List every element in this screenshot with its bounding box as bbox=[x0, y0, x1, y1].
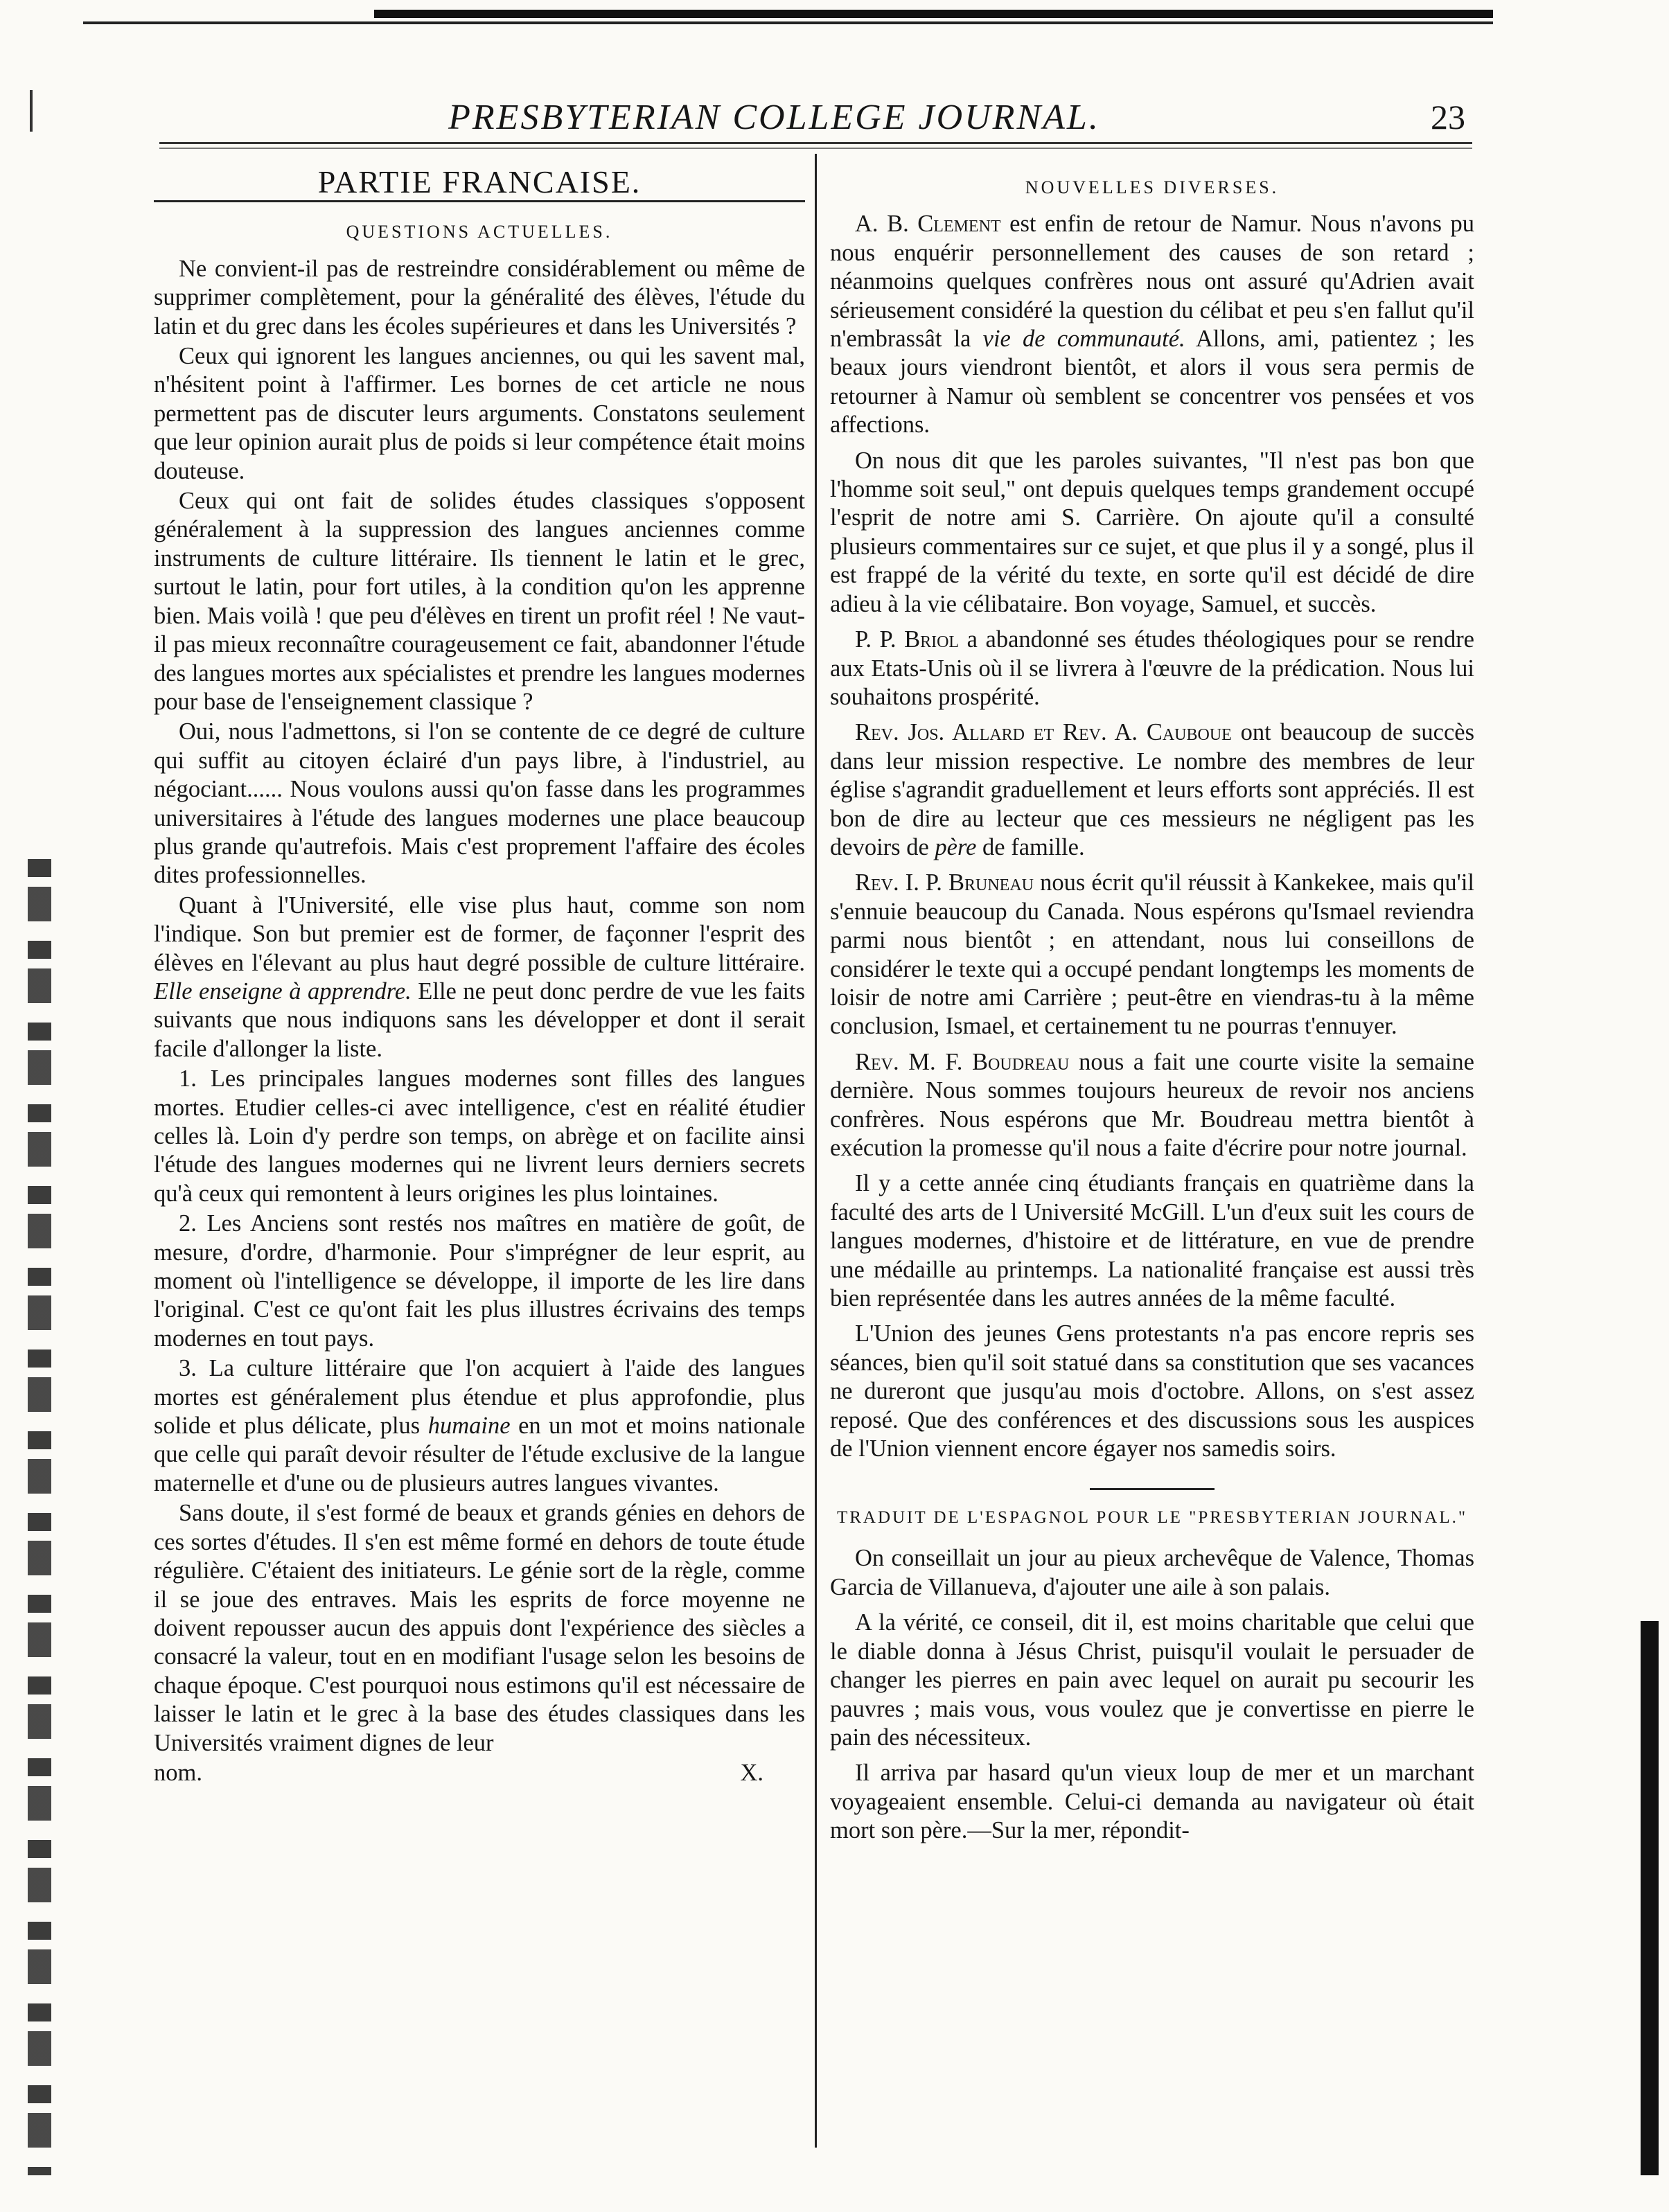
news-text: nous écrit qu'il réussit à Kankekee, mais qu'il s'ennuie beaucoup du Canada. Nous espérons qu'Ismael reviendra parmi nous bientôt ; en attendant, nous lui conseillons de considérer le texte qui a occupé pendant longtemps les moments de loisir de notre ami Carrière ; peut-être en viendras-tu à la même conclusion, Ismael, et certainement tu ne pourras t'ennuyer. bbox=[830, 869, 1475, 1040]
scan-edge-bar bbox=[1641, 1621, 1659, 2175]
page-number: 23 bbox=[1431, 98, 1465, 136]
article-subhead: QUESTIONS ACTUELLES. bbox=[346, 222, 613, 242]
article-paragraph bbox=[154, 892, 805, 1063]
person-name: P. P. Briol bbox=[855, 626, 960, 653]
header-rule-secondary bbox=[159, 148, 1472, 149]
paragraph-text: Quant à l'Université, elle vise plus haut, comme son nom l'indique. Son but premier est de former, de façonner l'esprit des élèves en l'élevant au plus haut degré possible de culture littéraire. bbox=[154, 892, 805, 976]
news-text: est enfin de retour de Namur. Nous n'avons pu nous enquérir personnellement des causes de son retard ; néanmoins quelques confrères nous ont assuré qu'Adrien avait sérieusement considéré la question du célibat et peu s'en fallut qu'il n'embrassât la bbox=[830, 211, 1475, 353]
news-item bbox=[830, 626, 1474, 711]
italic-word: humaine bbox=[427, 1413, 511, 1440]
top-heavy-rule bbox=[374, 10, 1493, 18]
top-thin-rule bbox=[83, 21, 1493, 24]
article-paragraph: Ceux qui ont fait de solides études classiques s'opposent généralement à la suppression des langues anciennes comme instruments de culture littéraire. Ils tiennent le latin et le grec, surtout le latin, pour fort utiles, à la condition qu'on les apprenne bien. Mais voilà ! que peu d'élèves en tirent un profit réel ! Ne vaut-il pas mieux reconnaître courageusement ce fait, abandonner l'étude des langues mortes aux spécialistes et prendre les langues modernes pour base de l'enseignement classique ? bbox=[154, 488, 805, 715]
news-text: nous a fait une courte visite la semaine dernière. Nous sommes toujours heureux de revoir nos anciens confrères. Nous espérons que Mr. Boudreau mettra bientôt à exécution la promesse qu'il nous a faite d'écrire pour notre journal. bbox=[830, 1048, 1474, 1161]
italic-phrase: vie de communauté. bbox=[982, 326, 1185, 353]
news-item: L'Union des jeunes Gens protestants n'a pas encore repris ses séances, bien qu'il soit statué dans sa constitution que ses vacances ne dureront que jusqu'au mois d'octobre. Allons, on s'est assez reposé. Que des conférences et des discussions sous les auspices de l'Union viennent encore égayer nos samedis soirs. bbox=[830, 1320, 1474, 1462]
news-item: Il y a cette année cinq étudiants français en quatrième dans la faculté des arts de l Université McGill. L'un d'eux suit les cours de langues modernes, d'histoire et de littérature, en vue de prendre une médaille au printemps. La nationalité française est aussi très bien représentée dans les autres années de la même faculté. bbox=[830, 1170, 1474, 1312]
translation-paragraph: Il arriva par hasard qu'un vieux loup de mer et un marchant voyageaient ensemble. Celui-ci demanda au navigateur où était mort son père.—Sur la mer, répondit- bbox=[830, 1760, 1474, 1844]
numbered-point: 2. Les Anciens sont restés nos maîtres en matière de goût, de mesure, d'ordre, d'harmonie. Pour s'imprégner de leur esprit, au moment où l'intelligence se développe, il importe de les lire dans l'original. C'est ce qu'ont fait les plus illustres écrivains des temps modernes en tout pays. bbox=[154, 1210, 805, 1352]
translation-paragraph: On conseillait un jour au pieux archevêque de Valence, Thomas Garcia de Villanueva, d'ajouter une aile à son palais. bbox=[830, 1545, 1474, 1600]
news-item bbox=[830, 1048, 1474, 1163]
news-text: de famille. bbox=[982, 833, 1085, 860]
scan-edge-shadow bbox=[28, 859, 51, 2175]
translation-subhead: TRADUIT DE L'ESPAGNOL POUR LE "PRESBYTERIAN JOURNAL." bbox=[836, 1508, 1468, 1528]
person-name: Rev. Jos. Allard et Rev. A. Cauboue bbox=[855, 719, 1232, 746]
translation-paragraph: A la vérité, ce conseil, dit il, est moins charitable que celui que le diable donna à Jésus Christ, puisqu'il voulait le persuader de changer les pierres en pain avec lequel on aurait pu secourir les pauvres ; mais vous, vous voulez que je convertisse en pierre le pain des nécessiteux. bbox=[830, 1609, 1474, 1751]
italic-phrase: Elle enseigne à apprendre. bbox=[154, 977, 412, 1005]
numbered-point: 1. Les principales langues modernes sont filles des langues mortes. Etudier celles-ci avec intelligence, c'est en réalité étudier celles là. Loin d'y perdre son temps, on abrège et on facilite ainsi l'étude des langues modernes qui ne livrent leurs derniers secrets qu'à ceux qui remontent à leurs origines les plus lointaines. bbox=[154, 1065, 805, 1207]
article-paragraph: Oui, nous l'admettons, si l'on se contente de ce degré de culture qui suffit au citoyen éclairé d'un pays libre, à l'industriel, au négociant...... Nous voulons aussi qu'on fasse dans les programmes universitaires à l'étude des langues modernes une place beaucoup plus grande qu'autrefois. Mais c'est proprement l'affaire des écoles dites professionnelles. bbox=[154, 718, 805, 889]
running-title: PRESBYTERIAN COLLEGE JOURNAL. bbox=[448, 98, 1100, 137]
author-signature: X. bbox=[740, 1759, 763, 1786]
article-paragraph: Ceux qui ignorent les langues anciennes, ou qui les savent mal, n'hésitent point à l'affirmer. Les bornes de cet article ne nous permettent pas de discuter leurs arguments. Constatons seulement que leur opinion aurait plus de poids si leur compétence était moins douteuse. bbox=[154, 343, 805, 484]
header-rule bbox=[159, 142, 1472, 144]
numbered-point bbox=[154, 1354, 805, 1498]
left-column bbox=[154, 157, 805, 1787]
news-subhead: NOUVELLES DIVERSES. bbox=[1025, 177, 1280, 197]
column-divider bbox=[815, 154, 817, 2148]
news-text: a abandonné ses études théologiques pour se rendre aux Etats-Unis où il se livrera à l'œuvre de la prédication. Nous lui souhaitons prospérité. bbox=[830, 626, 1474, 710]
italic-word: père bbox=[935, 833, 977, 860]
news-item bbox=[830, 869, 1474, 1041]
person-name: Rev. M. F. Boudreau bbox=[855, 1048, 1070, 1075]
page-header bbox=[83, 97, 1465, 145]
section-rule bbox=[154, 200, 805, 202]
person-name: Rev. I. P. Bruneau bbox=[855, 869, 1034, 896]
news-item bbox=[830, 718, 1474, 862]
closing-word: nom. bbox=[154, 1759, 202, 1786]
article-paragraph: Sans doute, il s'est formé de beaux et grands génies en dehors de ces sortes d'études. Il s'en est même formé en dehors de toute étude régulière. C'étaient des initiateurs. Le génie sort de la règle, comme il se joue des entraves. Mais les esprits de force moyenne ne doivent repousser aucun des appuis dont l'expérience des siècles a consacré la valeur, tout en en modifiant l'usage selon les besoins de chaque époque. C'est pourquoi nous estimons qu'il est nécessaire de laisser le latin et le grec à la base des études classiques dans les Universités vraiment dignes de leur bbox=[154, 1500, 805, 1756]
news-item: On nous dit que les paroles suivantes, "Il n'est pas bon que l'homme soit seul," ont depuis quelques temps grandement occupé l'esprit de notre ami S. Carrière. On ajoute qu'il a consulté plusieurs commentaires sur ce sujet, et que plus il y a songé, plus il est frappé de la vérité du texte, en sorte qu'il est décidé de dire adieu à la vie célibataire. Bon voyage, Samuel, et succès. bbox=[830, 447, 1474, 617]
news-item bbox=[830, 210, 1474, 439]
news-text: ont beaucoup de succès dans leur mission respective. Le nombre des membres de leur église s'agrandit graduellement et leurs efforts sont appréciés. Il est bon de dire au lecteur que ces messieurs ne négligent pas les devoirs de bbox=[830, 719, 1474, 860]
news-text: Allons, ami, patientez ; les beaux jours viendront bientôt, et alors il vous sera permis de retourner à Namur où semblent se concentrer vos pensées et vos affections. bbox=[830, 326, 1474, 439]
section-title: PARTIE FRANCAISE. bbox=[317, 164, 642, 200]
person-name: A. B. Clement bbox=[855, 211, 1001, 238]
paragraph-text: en un mot et moins nationale que celle qui paraît devoir résulter de l'étude exclusive de la langue maternelle et d'une ou de plusieurs autres langues vivantes. bbox=[154, 1413, 806, 1496]
scan-edge-mark bbox=[30, 90, 33, 132]
paragraph-text: 3. La culture littéraire que l'on acquiert à l'aide des langues mortes est généralement plus étendue et plus approfondie, plus solide et plus délicate, plus bbox=[154, 1355, 805, 1440]
section-break-rule bbox=[1090, 1488, 1215, 1490]
paragraph-text: Elle ne peut donc perdre de vue les faits suivants que nous indiquons sans les développer et dont il serait facile d'allonger la liste. bbox=[154, 977, 805, 1062]
right-column bbox=[830, 157, 1474, 1852]
article-paragraph: Ne convient-il pas de restreindre considérablement ou même de supprimer complètement, pour la généralité des élèves, l'étude du latin et du grec dans les écoles supérieures et dans les Universités ? bbox=[154, 255, 805, 339]
